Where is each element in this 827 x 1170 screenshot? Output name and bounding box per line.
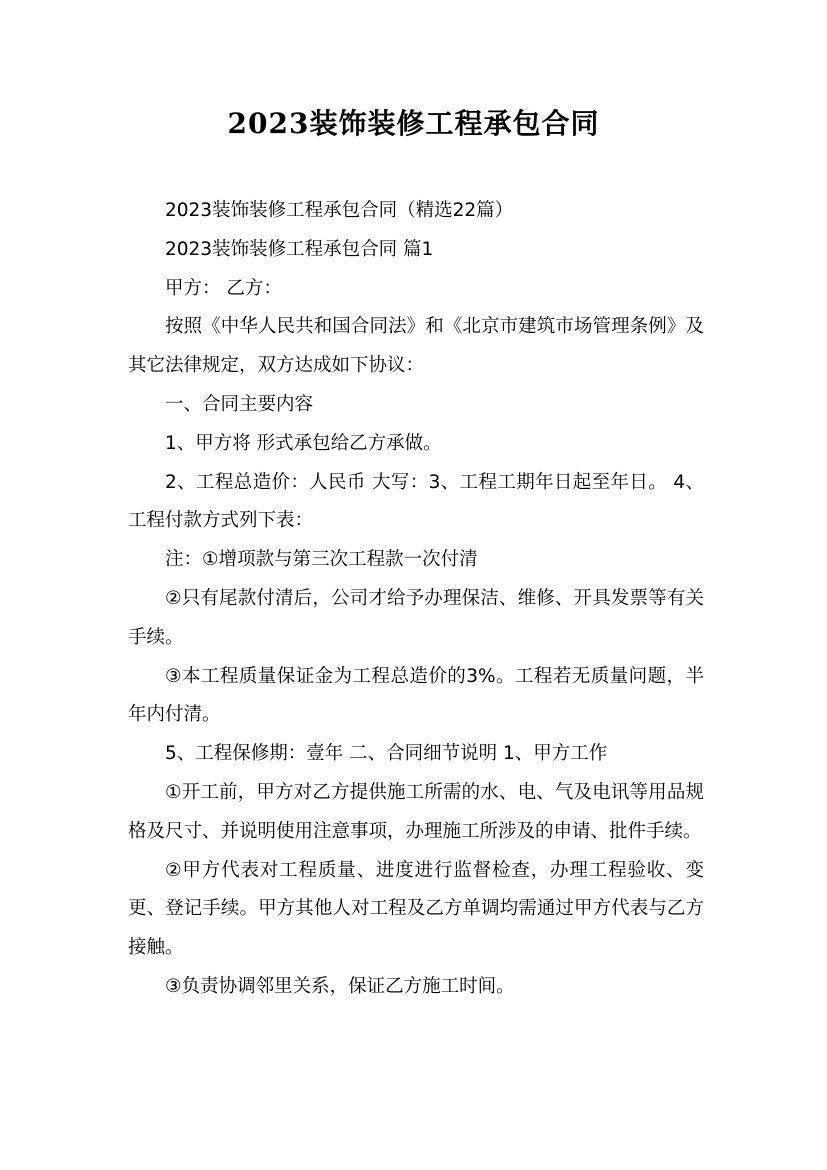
paragraph-party-a-duty-3: ③负责协调邻里关系，保证乙方施工时间。 <box>165 975 515 997</box>
paragraph-collection-title: 2023装饰装修工程承包合同（精选22篇） <box>165 200 514 221</box>
paragraph-legal-basis: 按照《中华人民共和国合同法》和《北京市建筑市场管理条例》及其它法律规定，双方达成如下协议： <box>128 316 704 377</box>
paragraph-note-3: ③本工程质量保证金为工程总造价的3%。工程若无质量问题，半年内付清。 <box>128 665 704 726</box>
paragraph-note-2: ②只有尾款付清后，公司才给予办理保洁、维修、开具发票等有关手续。 <box>128 587 704 648</box>
document-title: 2023装饰装修工程承包合同 <box>227 107 600 140</box>
paragraph-note-1: 注：①增项款与第三次工程款一次付清 <box>165 549 478 571</box>
paragraph-party-a-duty-2: ②甲方代表对工程质量、进度进行监督检查，办理工程验收、变更、登记手续。甲方其他人对工程及乙方单调均需通过甲方代表与乙方接触。 <box>128 859 704 959</box>
document-body <box>128 192 704 1007</box>
paragraph-item-2-4: 2、工程总造价：人民币 大写：3、工程工期年日起至年日。 4、工程付款方式列下表： <box>128 471 704 532</box>
paragraph-heading-main-content: 一、合同主要内容 <box>165 393 314 415</box>
paragraph-party-a-duty-1: ①开工前，甲方对乙方提供施工所需的水、电、气及电讯等用品规格及尺寸、并说明使用注意事项，办理施工所涉及的申请、批件手续。 <box>128 781 704 842</box>
paragraph-item-1: 1、甲方将 形式承包给乙方承做。 <box>165 432 442 454</box>
paragraph-item-5: 5、工程保修期：壹年 二、合同细节说明 1、甲方工作 <box>165 743 608 765</box>
paragraph-parties: 甲方： 乙方： <box>165 277 282 299</box>
paragraph-section-title: 2023装饰装修工程承包合同 篇1 <box>165 238 434 260</box>
